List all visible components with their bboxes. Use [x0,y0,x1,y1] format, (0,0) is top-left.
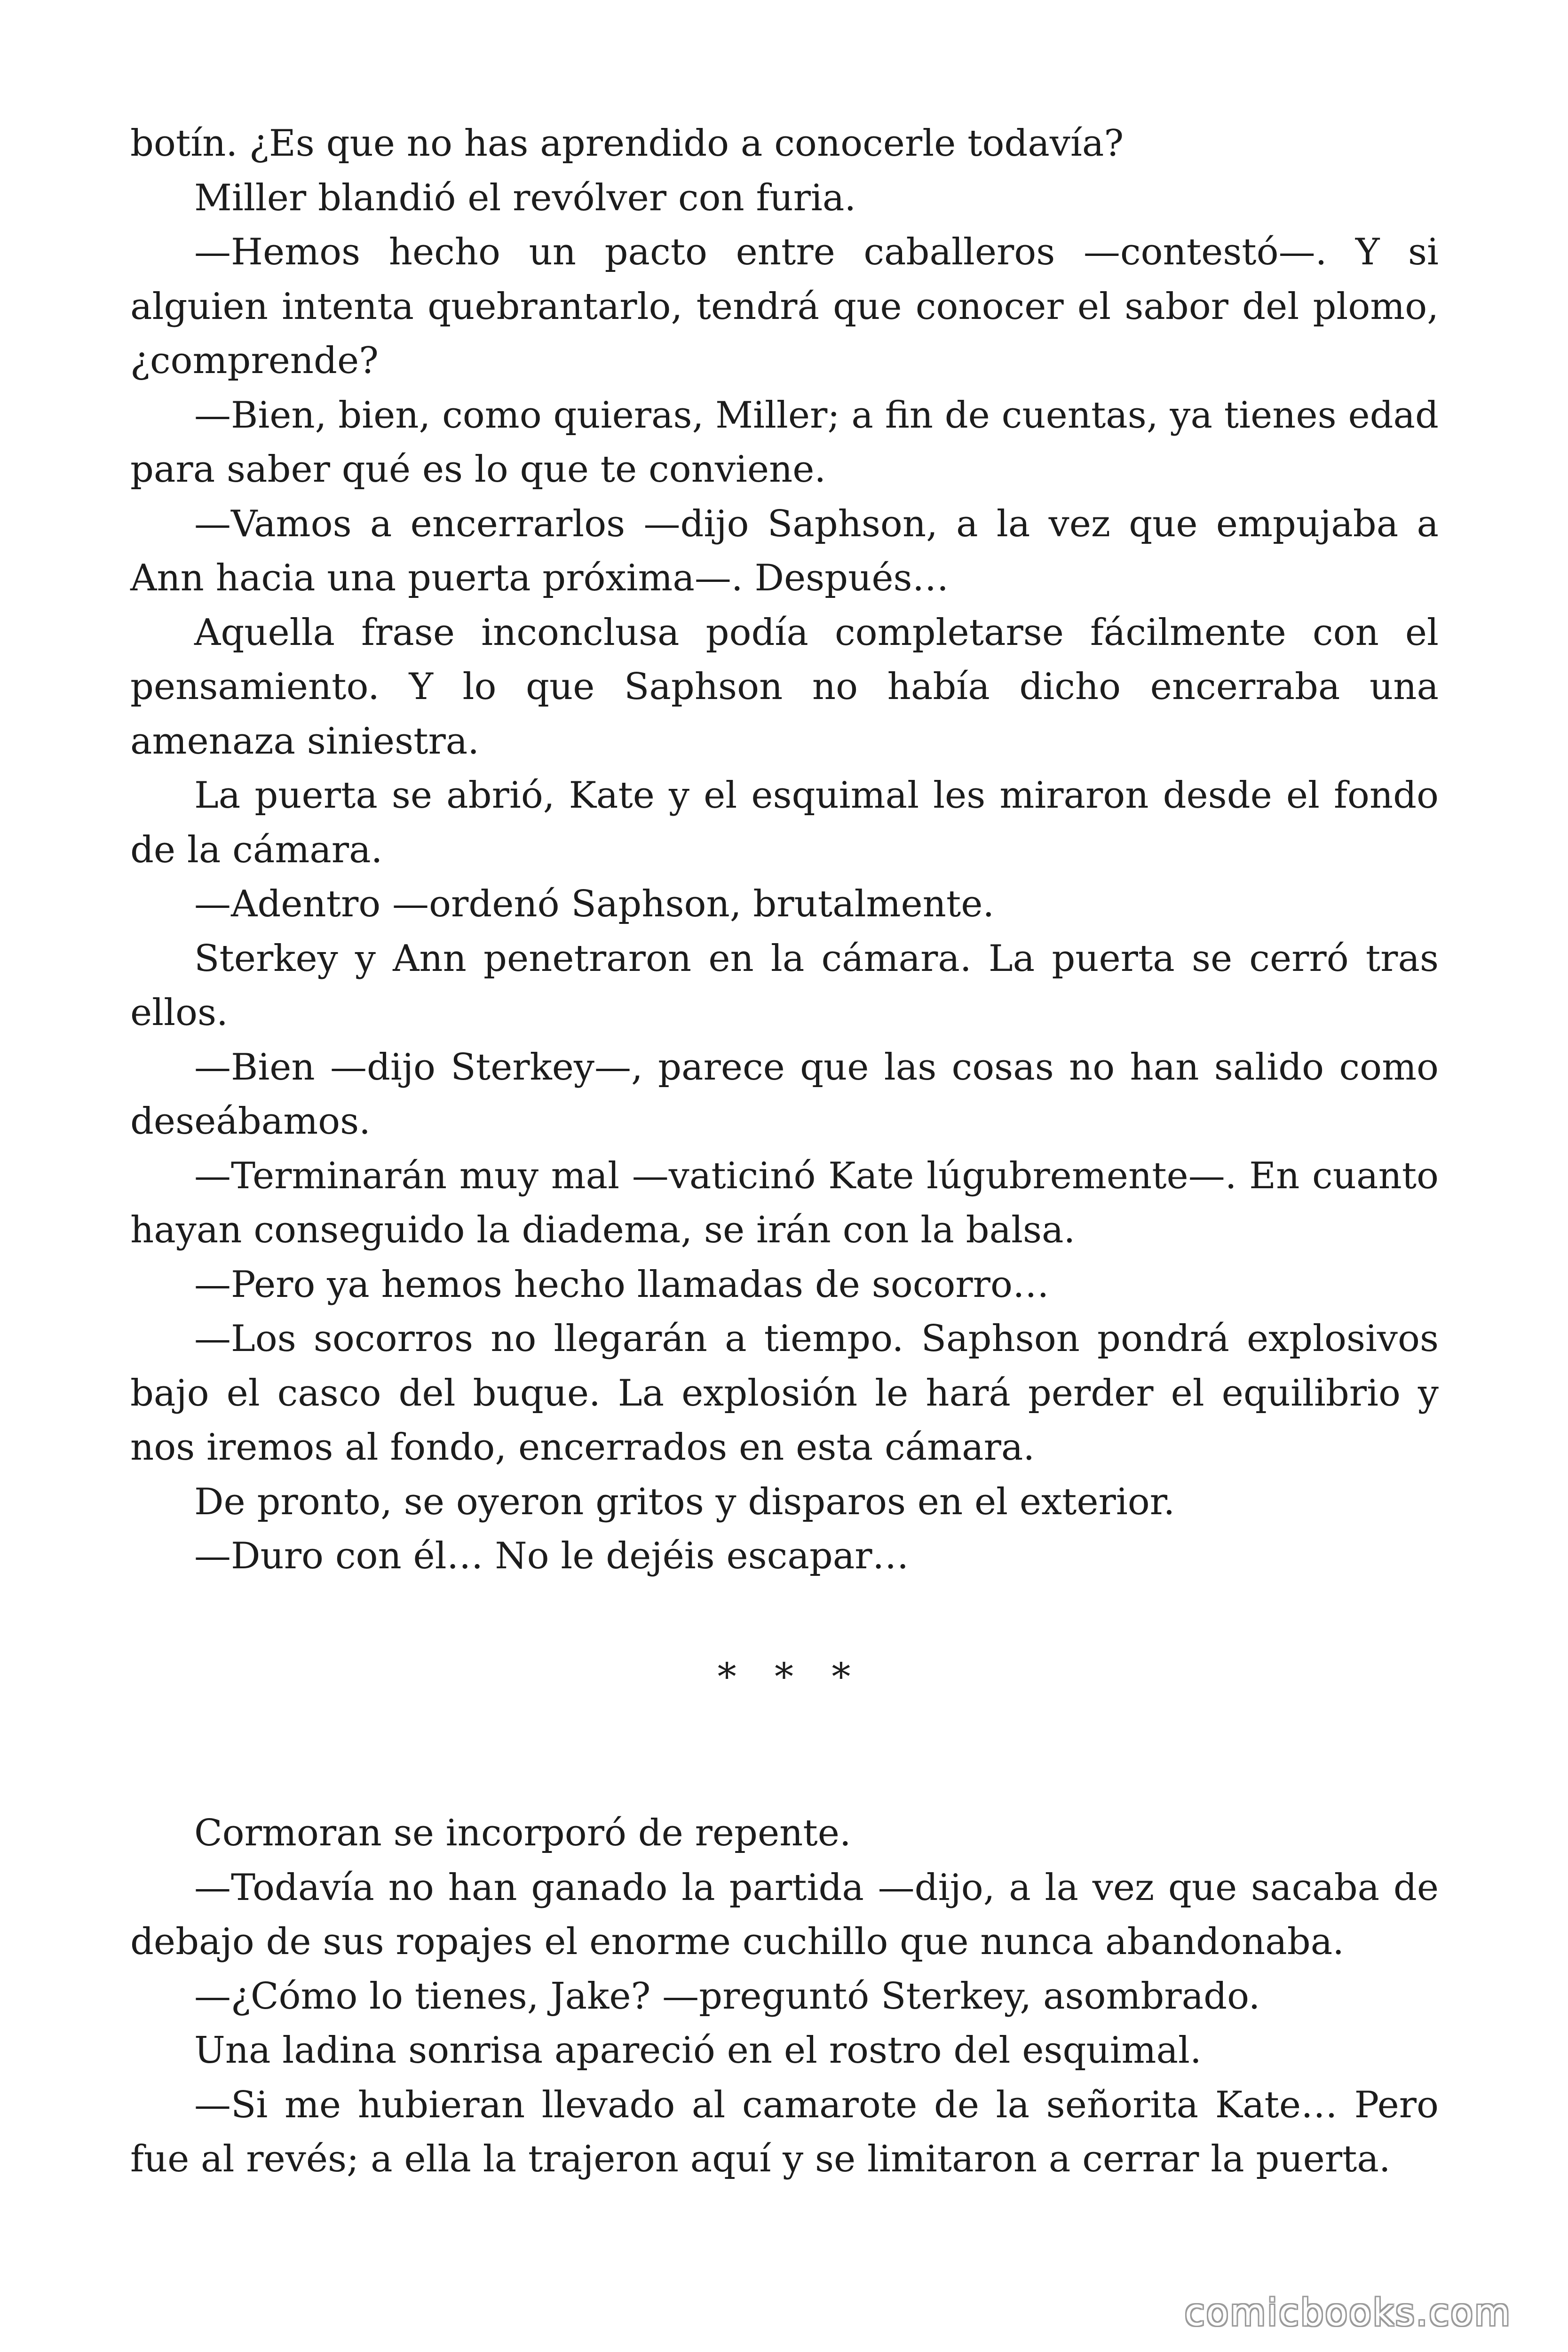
paragraph: —¿Cómo lo tienes, Jake? —preguntó Sterkey, asombrado. [194,1975,1260,2018]
paragraph: —Adentro —ordenó Saphson, brutalmente. [194,883,995,925]
paragraph: —Duro con él… No le dejéis escapar… [194,1535,909,1577]
paragraph: Una ladina sonrisa apareció en el rostro del esquimal. [194,2029,1202,2072]
paragraph: —Todavía no han ganado la partida —dijo, a la vez que sacaba de debajo de sus ropajes el enorme cuchillo que nunca abandonaba. [130,1866,1439,1963]
paragraph: Sterkey y Ann penetraron en la cámara. La puerta se cerró tras ellos. [130,937,1439,1034]
paragraph: Miller blandió el revólver con furia. [194,176,856,219]
paragraph: —Hemos hecho un pacto entre caballeros —contestó—. Y si alguien intenta quebrantarlo, tendrá que conocer el sabor del plomo, ¿comprende? [130,231,1439,382]
paragraph: La puerta se abrió, Kate y el esquimal les miraron desde el fondo de la cámara. [130,774,1439,871]
text-block-top [130,117,1439,1584]
paragraph: —Vamos a encerrarlos —dijo Saphson, a la vez que empujaba a Ann hacia una puerta próxima—. Después… [130,502,1439,599]
paragraph: botín. ¿Es que no has aprendido a conocerle todavía? [130,122,1124,165]
paragraph: —Terminarán muy mal —vaticinó Kate lúgubremente—. En cuanto hayan conseguido la diadema, se irán con la balsa. [130,1154,1439,1251]
text-block-bottom [130,1806,1439,2187]
paragraph: Aquella frase inconclusa podía completarse fácilmente con el pensamiento. Y lo que Saphson no había dicho encerraba una amenaza siniestra. [130,611,1439,763]
watermark: comicbooks.com [1184,2292,1512,2334]
paragraph: —Si me hubieran llevado al camarote de la señorita Kate… Pero fue al revés; a ella la trajeron aquí y se limitaron a cerrar la puerta. [130,2083,1439,2180]
paragraph: Cormoran se incorporó de repente. [194,1812,851,1854]
scene-break: * * * [717,1655,864,1699]
paragraph: —Los socorros no llegarán a tiempo. Saphson pondrá explosivos bajo el casco del buque. La explosión le hará perder el equilibrio y nos iremos al fondo, encerrados en esta cámara. [130,1318,1439,1469]
paragraph: De pronto, se oyeron gritos y disparos en el exterior. [194,1480,1175,1523]
paragraph: —Pero ya hemos hecho llamadas de socorro… [194,1263,1049,1306]
paragraph: —Bien, bien, como quieras, Miller; a fin de cuentas, ya tienes edad para saber qué es lo que te conviene. [130,394,1439,491]
paragraph: —Bien —dijo Sterkey—, parece que las cosas no han salido como deseábamos. [130,1046,1439,1143]
